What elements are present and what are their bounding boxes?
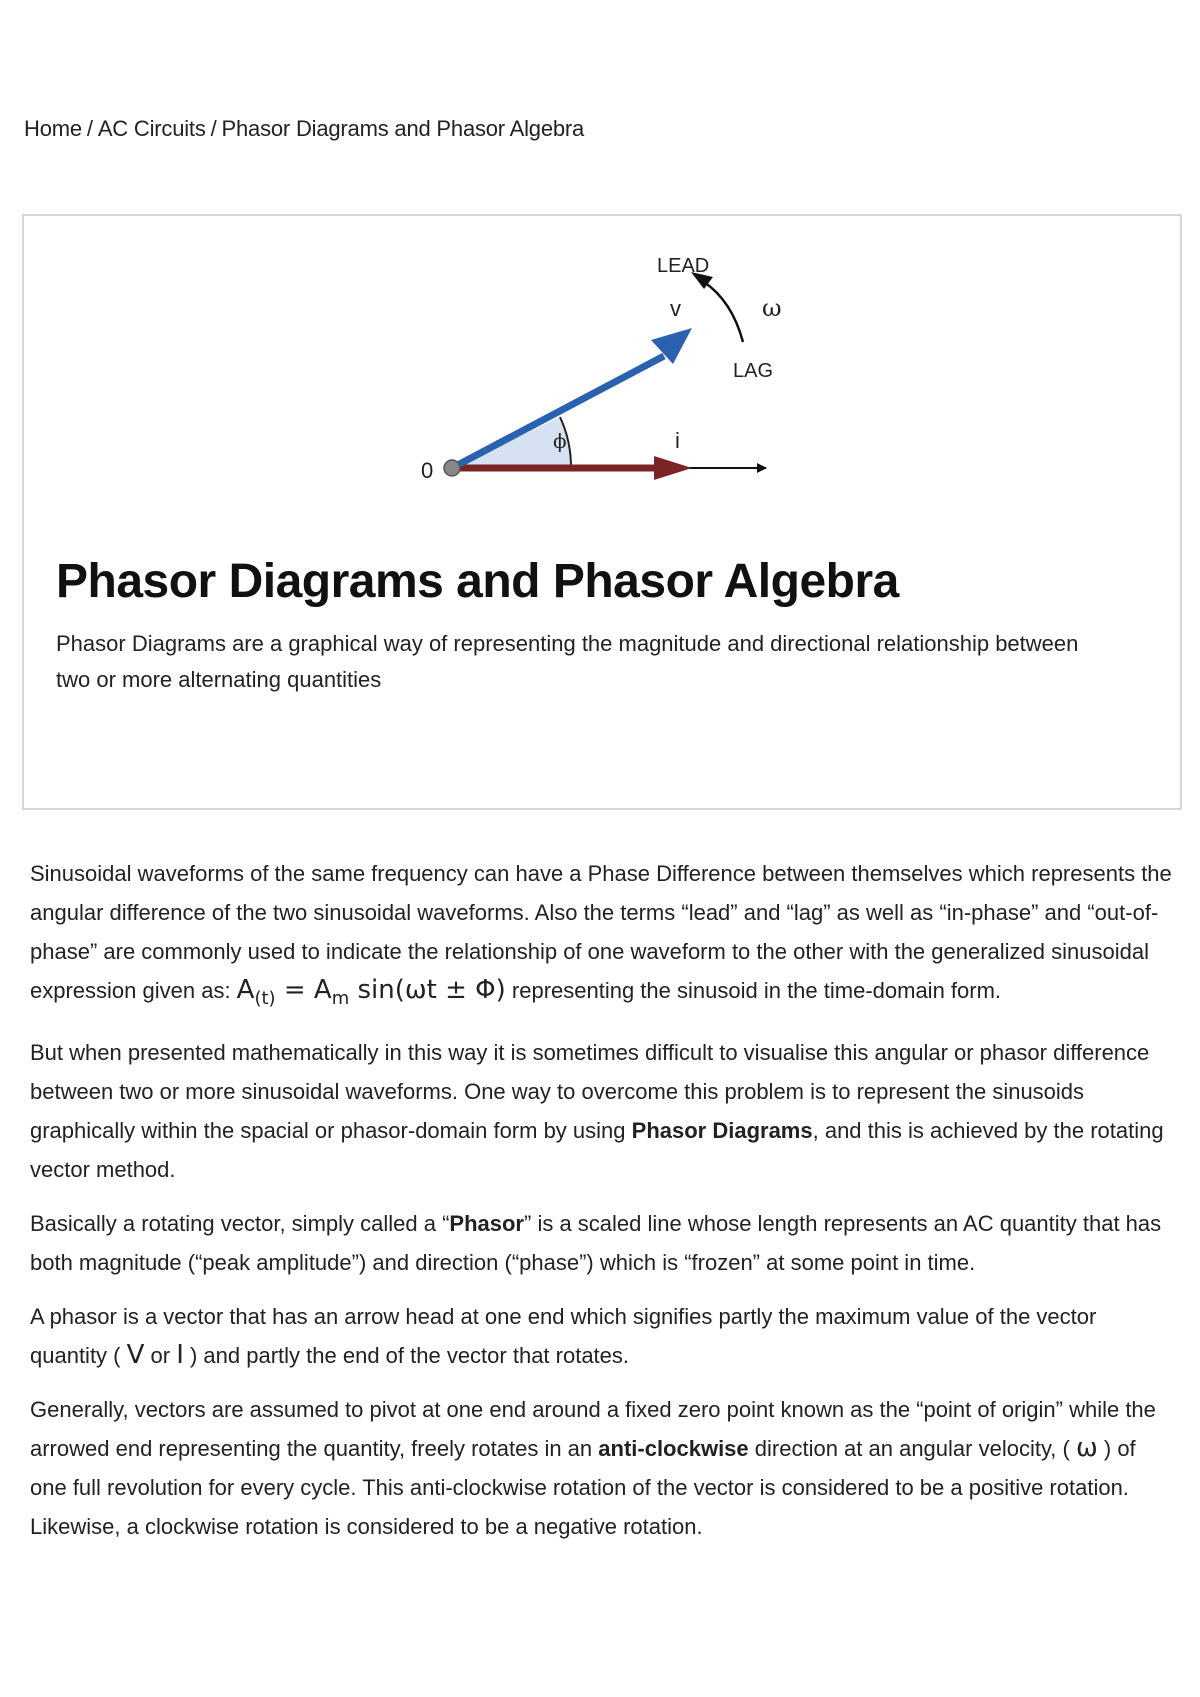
paragraph-text: , and this is achieved by the rotating vector method.: [30, 1118, 1164, 1183]
paragraph-text: ) and partly the end of the vector that rotates.: [183, 1343, 630, 1369]
breadcrumb-section-link[interactable]: AC Circuits: [97, 116, 206, 141]
paragraph-phasor-diagrams: [30, 1033, 1175, 1189]
symbol-i: I: [176, 1340, 184, 1371]
origin-point: [444, 460, 460, 476]
formula-part: sin(ωt ± Φ): [349, 975, 506, 1005]
paragraph-text: direction at an angular velocity, (: [748, 1436, 1076, 1462]
paragraph-rotating-vector: [30, 1204, 1175, 1282]
i-label: i: [675, 428, 680, 453]
paragraph-text: or: [144, 1343, 177, 1369]
breadcrumb: [24, 116, 584, 142]
formula-subscript: m: [331, 988, 350, 1010]
formula-part: = A: [275, 975, 332, 1005]
paragraph-phase-difference: [30, 854, 1175, 1018]
paragraph-text: Generally, vectors are assumed to pivot at one end around a fixed zero point known as the “point of origin” while the arrowed end representing the quantity, freely rotates in an: [30, 1397, 1156, 1462]
bold-term: anti-clockwise: [598, 1436, 749, 1462]
paragraph-text: Basically a rotating vector, simply called a “: [30, 1211, 450, 1237]
bold-term: Phasor: [449, 1211, 524, 1237]
paragraph-text: But when presented mathematically in this way it is sometimes difficult to visualise this angular or phasor difference between two or more sinusoidal waveforms. One way to overcome this problem is to represent the sinusoids graphically within the spacial or phasor-domain form by using: [30, 1040, 1150, 1144]
paragraph-text: representing the sinusoid in the time-domain form.: [505, 978, 1002, 1003]
phasor-diagram: [24, 216, 1180, 808]
sinusoid-formula: [236, 975, 506, 1010]
bold-term: Phasor Diagrams: [631, 1118, 813, 1144]
breadcrumb-separator: /: [86, 116, 93, 141]
formula-subscript: (t): [254, 988, 276, 1010]
current-phasor-arrowhead: [654, 456, 692, 480]
v-label: v: [670, 296, 681, 321]
page-summary: Phasor Diagrams are a graphical way of representing the magnitude and directional relationship between two or more alternating quantities: [56, 631, 1079, 692]
paragraph-text: A phasor is a vector that has an arrow head at one end which signifies partly the maximum value of the vector quantity (: [30, 1304, 1097, 1369]
hero-card: [22, 214, 1182, 810]
paragraph-text: ” is a scaled line whose length represents an AC quantity that has both magnitude (“peak amplitude”) and direction (“phase”) which is “frozen” at some point in time.: [30, 1211, 1162, 1276]
lead-label: LEAD: [657, 255, 710, 277]
origin-label: 0: [421, 458, 434, 483]
lag-label: LAG: [733, 360, 774, 382]
omega-label: ω: [762, 294, 782, 322]
paragraph-rotation: [30, 1390, 1175, 1546]
symbol-omega: ω: [1075, 1433, 1098, 1464]
breadcrumb-current: Phasor Diagrams and Phasor Algebra: [221, 116, 585, 141]
formula-part: A: [236, 975, 255, 1005]
paragraph-text: ) of one full revolution for every cycle. This anti-clockwise rotation of the vector is considered to be a positive rotation. Likewise, a clockwise rotation is considered to be a negative rotation.: [30, 1436, 1136, 1540]
paragraph-arrow-head: [30, 1297, 1175, 1375]
breadcrumb-home-link[interactable]: Home: [24, 116, 82, 141]
paragraph-text: Sinusoidal waveforms of the same frequency can have a Phase Difference between themselves which represents the angular difference of the two sinusoidal waveforms. Also the terms “lead” and “lag” as well as “in-phase” and “out-of-phase” are commonly used to indicate the relationship of one waveform to the other with the generalized sinusoidal expression given as:: [30, 861, 1172, 1003]
article-body: [30, 854, 1175, 1561]
rotation-arrow: [704, 282, 743, 342]
symbol-v: V: [126, 1340, 145, 1371]
page-title: Phasor Diagrams and Phasor Algebra: [56, 555, 899, 608]
breadcrumb-separator: /: [210, 116, 217, 141]
phi-label: ϕ: [553, 429, 567, 453]
